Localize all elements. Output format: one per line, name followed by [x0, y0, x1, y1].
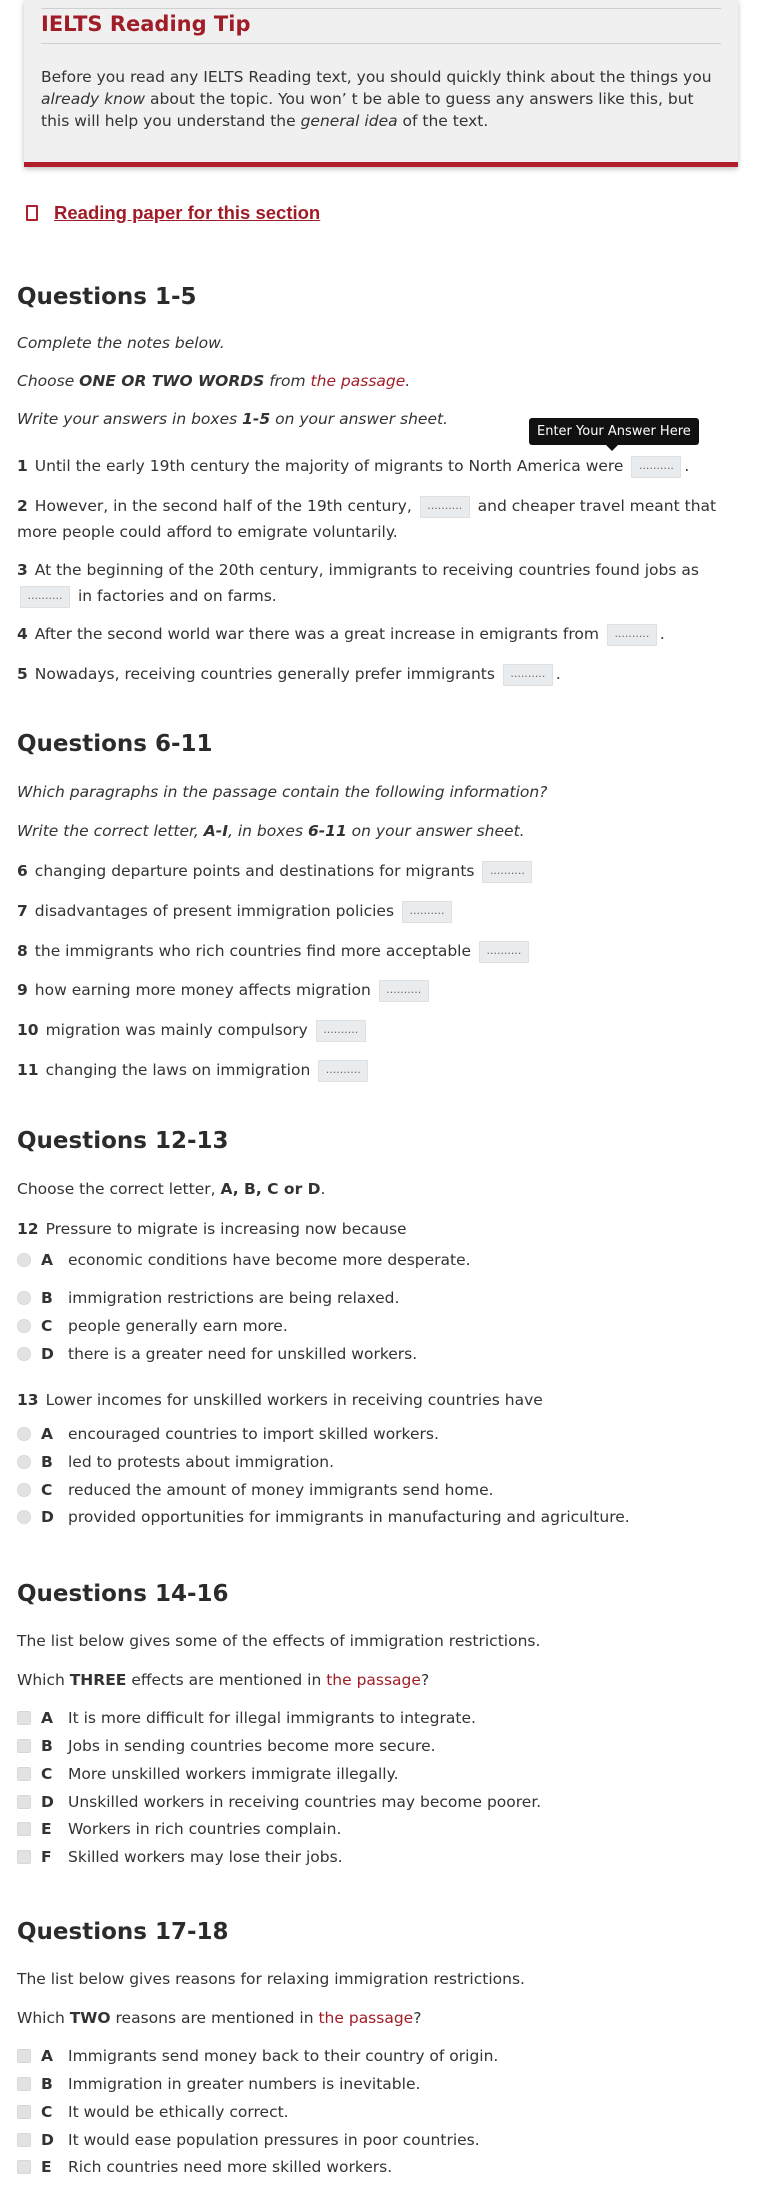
answer-gap-2[interactable]: ..........	[420, 496, 470, 518]
tip-text: Before you read any IELTS Reading text, you should quickly think about the things you already know about the topic. You won’ t be able to guess any answers like this, but this will help you understand the general idea of the text.	[41, 68, 712, 130]
checkbox[interactable]	[17, 1850, 31, 1864]
instruction: Which TWO reasons are mentioned in the passage?	[17, 2009, 422, 2027]
checkbox[interactable]	[17, 2049, 31, 2063]
divider	[41, 43, 721, 44]
question-2: 2 However, in the second half of the 19th century, .......... and cheaper travel meant that more people could afford to emigrate voluntarily.	[17, 497, 717, 541]
option-12-d[interactable]: D there is a greater need for unskilled workers.	[17, 1345, 417, 1363]
question-5: 5 Nowadays, receiving countries generally prefer immigrants .......... .	[17, 661, 744, 687]
option-17-b[interactable]: B Immigration in greater numbers is inevitable.	[17, 2075, 420, 2093]
checkbox[interactable]	[17, 1739, 31, 1753]
question-8: 8 the immigrants who rich countries find more acceptable ..........	[17, 938, 744, 964]
option-12-b[interactable]: B immigration restrictions are being relaxed.	[17, 1289, 399, 1307]
section-title-17-18: Questions 17-18	[17, 1919, 229, 1945]
instruction: Choose ONE OR TWO WORDS from the passage.	[17, 372, 411, 390]
question-11: 11 changing the laws on immigration ..........	[17, 1057, 744, 1083]
accent-bar	[24, 162, 738, 167]
answer-gap-6[interactable]: ..........	[482, 861, 532, 883]
option-17-a[interactable]: A Immigrants send money back to their country of origin.	[17, 2047, 498, 2065]
radio-button[interactable]	[17, 1427, 31, 1441]
reading-paper-link[interactable]: Reading paper for this section	[54, 202, 321, 223]
radio-button[interactable]	[17, 1319, 31, 1333]
question-13: 13 Lower incomes for unskilled workers in receiving countries have	[17, 1391, 543, 1409]
checkbox[interactable]	[17, 2077, 31, 2091]
section-title-6-11: Questions 6-11	[17, 731, 213, 757]
radio-button[interactable]	[17, 1253, 31, 1267]
reading-tip-box	[24, 0, 738, 167]
option-14-c[interactable]: C More unskilled workers immigrate illegally.	[17, 1765, 399, 1783]
question-1: 1 Until the early 19th century the majority of migrants to North America were .......... .	[17, 453, 744, 479]
option-14-e[interactable]: E Workers in rich countries complain.	[17, 1820, 341, 1838]
answer-gap-9[interactable]: ..........	[379, 980, 429, 1002]
question-7: 7 disadvantages of present immigration policies ..........	[17, 898, 744, 924]
question-6: 6 changing departure points and destinations for migrants ..........	[17, 858, 744, 884]
option-14-a[interactable]: A It is more difficult for illegal immigrants to integrate.	[17, 1709, 476, 1727]
answer-gap-10[interactable]: ..........	[316, 1020, 366, 1042]
answer-gap-7[interactable]: ..........	[402, 901, 452, 923]
answer-gap-5[interactable]: ..........	[503, 664, 553, 686]
instruction: Choose the correct letter, A, B, C or D.	[17, 1180, 326, 1198]
instruction: Complete the notes below.	[17, 334, 225, 352]
question-10: 10 migration was mainly compulsory ..........	[17, 1017, 744, 1043]
radio-button[interactable]	[17, 1291, 31, 1305]
checkbox[interactable]	[17, 1767, 31, 1781]
instruction: Which THREE effects are mentioned in the passage?	[17, 1671, 430, 1689]
option-13-b[interactable]: B led to protests about immigration.	[17, 1453, 334, 1471]
answer-gap-11[interactable]: ..........	[318, 1060, 368, 1082]
checkbox[interactable]	[17, 1795, 31, 1809]
radio-button[interactable]	[17, 1483, 31, 1497]
option-17-c[interactable]: C It would be ethically correct.	[17, 2103, 289, 2121]
question-3: 3 At the beginning of the 20th century, immigrants to receiving countries found jobs as .......... in factories and on farms.	[17, 557, 744, 609]
book-icon	[26, 205, 38, 221]
option-14-b[interactable]: B Jobs in sending countries become more secure.	[17, 1737, 436, 1755]
option-17-e[interactable]: E Rich countries need more skilled workers.	[17, 2158, 392, 2176]
checkbox[interactable]	[17, 2105, 31, 2119]
instruction: The list below gives some of the effects of immigration restrictions.	[17, 1632, 541, 1650]
checkbox[interactable]	[17, 2160, 31, 2174]
checkbox[interactable]	[17, 1822, 31, 1836]
question-12: 12 Pressure to migrate is increasing now because	[17, 1220, 407, 1238]
tip-title: IELTS Reading Tip	[41, 12, 251, 36]
option-13-c[interactable]: C reduced the amount of money immigrants send home.	[17, 1481, 494, 1499]
divider	[41, 8, 721, 9]
answer-gap-4[interactable]: ..........	[607, 624, 657, 646]
answer-tooltip: Enter Your Answer Here	[529, 418, 699, 445]
instruction: Write your answers in boxes 1-5 on your answer sheet.	[17, 410, 448, 428]
instruction: Write the correct letter, A-I, in boxes 6-11 on your answer sheet.	[17, 822, 525, 840]
option-12-a[interactable]: A economic conditions have become more desperate.	[17, 1251, 471, 1269]
reading-paper-link-row	[26, 202, 320, 224]
option-13-a[interactable]: A encouraged countries to import skilled workers.	[17, 1425, 439, 1443]
checkbox[interactable]	[17, 2133, 31, 2147]
checkbox[interactable]	[17, 1711, 31, 1725]
answer-gap-3[interactable]: ..........	[20, 586, 70, 608]
answer-gap-1[interactable]: ..........	[631, 456, 681, 478]
radio-button[interactable]	[17, 1510, 31, 1524]
radio-button[interactable]	[17, 1347, 31, 1361]
option-17-d[interactable]: D It would ease population pressures in poor countries.	[17, 2131, 480, 2149]
question-9: 9 how earning more money affects migration ..........	[17, 977, 744, 1003]
instruction: The list below gives reasons for relaxing immigration restrictions.	[17, 1970, 525, 1988]
option-12-c[interactable]: C people generally earn more.	[17, 1317, 288, 1335]
option-14-d[interactable]: D Unskilled workers in receiving countries may become poorer.	[17, 1793, 541, 1811]
section-title-14-16: Questions 14-16	[17, 1581, 229, 1607]
answer-gap-8[interactable]: ..........	[479, 941, 529, 963]
instruction: Which paragraphs in the passage contain the following information?	[17, 783, 548, 801]
section-title-1-5: Questions 1-5	[17, 284, 197, 310]
section-title-12-13: Questions 12-13	[17, 1128, 229, 1154]
option-14-f[interactable]: F Skilled workers may lose their jobs.	[17, 1848, 343, 1866]
radio-button[interactable]	[17, 1455, 31, 1469]
question-4: 4 After the second world war there was a great increase in emigrants from .......... .	[17, 621, 744, 647]
option-13-d[interactable]: D provided opportunities for immigrants in manufacturing and agriculture.	[17, 1508, 630, 1526]
